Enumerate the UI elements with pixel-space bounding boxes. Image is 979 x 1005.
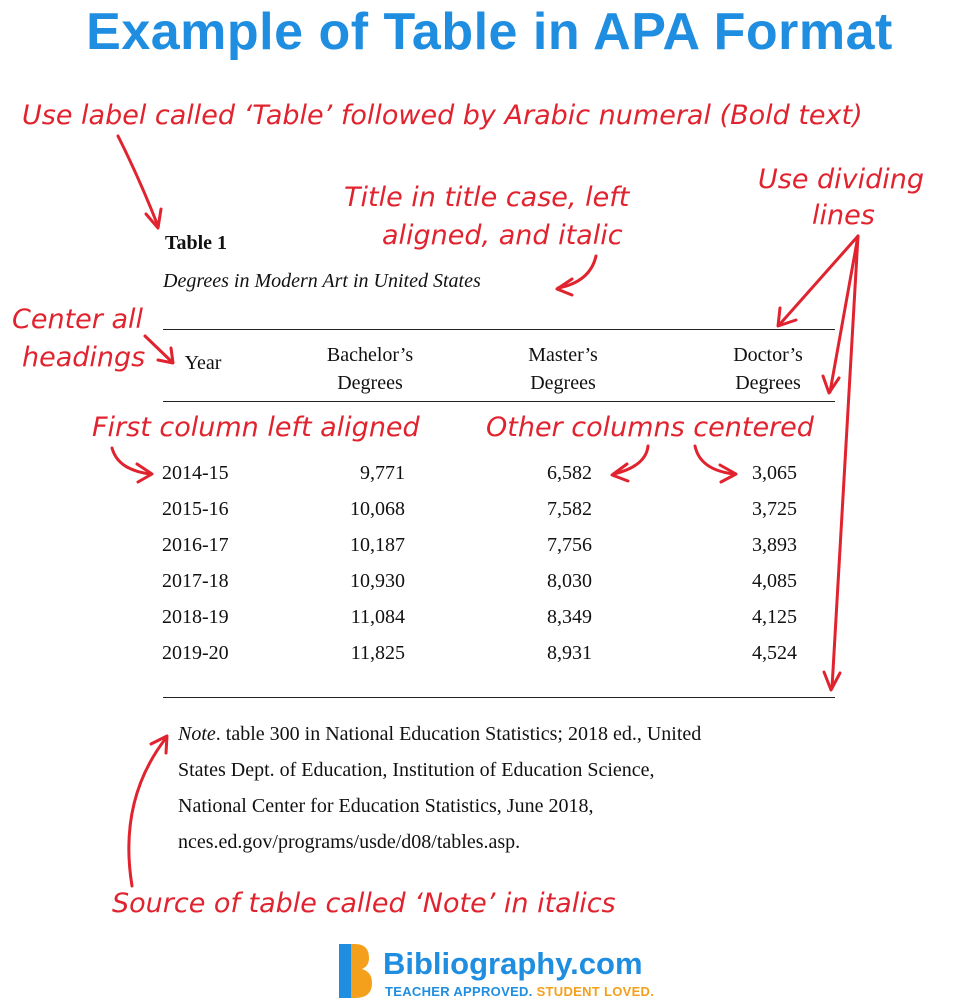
note-line: National Center for Education Statistics, June 2018,	[178, 795, 594, 817]
cell-bachelors: 11,825	[350, 642, 405, 664]
arrow-to-top-rule	[780, 236, 858, 324]
cell-year: 2015-16	[162, 498, 229, 520]
cell-bachelors: 10,068	[350, 498, 405, 520]
label-annotation: Use label called ‘Table’ followed by Arabic numeral (Bold text)	[22, 100, 863, 131]
cell-year: 2018-19	[162, 606, 229, 628]
note-line-text: . table 300 in National Education Statistics; 2018 ed., United	[215, 723, 702, 745]
source-annotation: Source of table called ‘Note’ in italics	[112, 888, 616, 919]
arrow-to-label	[118, 136, 158, 226]
arrow-to-note	[129, 738, 166, 886]
cell-doctors: 4,085	[752, 570, 797, 592]
page-title: Example of Table in APA Format	[86, 3, 893, 61]
bibliography-logo-icon	[335, 940, 375, 1000]
cell-doctors: 3,893	[752, 534, 797, 556]
cell-year: 2019-20	[162, 642, 229, 664]
center-annotation-line2: headings	[22, 342, 146, 373]
table-label: Table 1	[165, 232, 228, 254]
cell-doctors: 3,725	[752, 498, 797, 520]
header-masters-line1: Master’s	[528, 344, 598, 366]
cell-masters: 8,931	[547, 642, 592, 664]
tagline-part1: TEACHER APPROVED.	[385, 984, 533, 999]
note-line: nces.ed.gov/programs/usde/d08/tables.asp.	[178, 831, 521, 853]
first-column-annotation: First column left aligned	[92, 412, 420, 443]
cell-bachelors: 9,771	[360, 462, 405, 484]
cell-year: 2017-18	[162, 570, 229, 592]
header-masters-line2: Degrees	[530, 372, 596, 394]
cell-masters: 8,349	[547, 606, 592, 628]
header-doctors-line1: Doctor’s	[733, 344, 803, 366]
other-columns-annotation: Other columns centered	[486, 412, 814, 443]
header-year: Year	[184, 352, 222, 374]
header-bachelors-line1: Bachelor’s	[326, 344, 414, 366]
cell-doctors: 3,065	[752, 462, 797, 484]
cell-masters: 6,582	[547, 462, 592, 484]
cell-masters: 7,756	[547, 534, 592, 556]
arrow-to-note-head	[151, 736, 167, 753]
note-line: States Dept. of Education, Institution of Education Science,	[178, 759, 655, 781]
cell-masters: 8,030	[547, 570, 592, 592]
cell-bachelors: 10,930	[350, 570, 405, 592]
dividing-annotation-line1: Use dividing	[758, 164, 925, 195]
cell-doctors: 4,125	[752, 606, 797, 628]
note-label: Note	[178, 723, 216, 745]
dividing-annotation-line2: lines	[812, 200, 875, 231]
title-annotation-line2: aligned, and italic	[382, 220, 623, 251]
tagline-part2: STUDENT LOVED.	[536, 984, 655, 999]
cell-bachelors: 10,187	[350, 534, 405, 556]
cell-doctors: 4,524	[752, 642, 797, 664]
logo-wordmark: Bibliography.com	[383, 946, 643, 981]
cell-year: 2016-17	[162, 534, 229, 556]
cell-year: 2014-15	[162, 462, 229, 484]
cell-masters: 7,582	[547, 498, 592, 520]
header-doctors-line2: Degrees	[735, 372, 801, 394]
table-title: Degrees in Modern Art in United States	[163, 270, 481, 292]
center-annotation-line1: Center all	[12, 304, 144, 335]
header-bachelors-line2: Degrees	[337, 372, 403, 394]
arrow-to-year-header	[145, 336, 172, 362]
cell-bachelors: 11,084	[350, 606, 405, 628]
logo-tagline	[385, 984, 654, 999]
title-annotation-line1: Title in title case, left	[344, 182, 630, 213]
